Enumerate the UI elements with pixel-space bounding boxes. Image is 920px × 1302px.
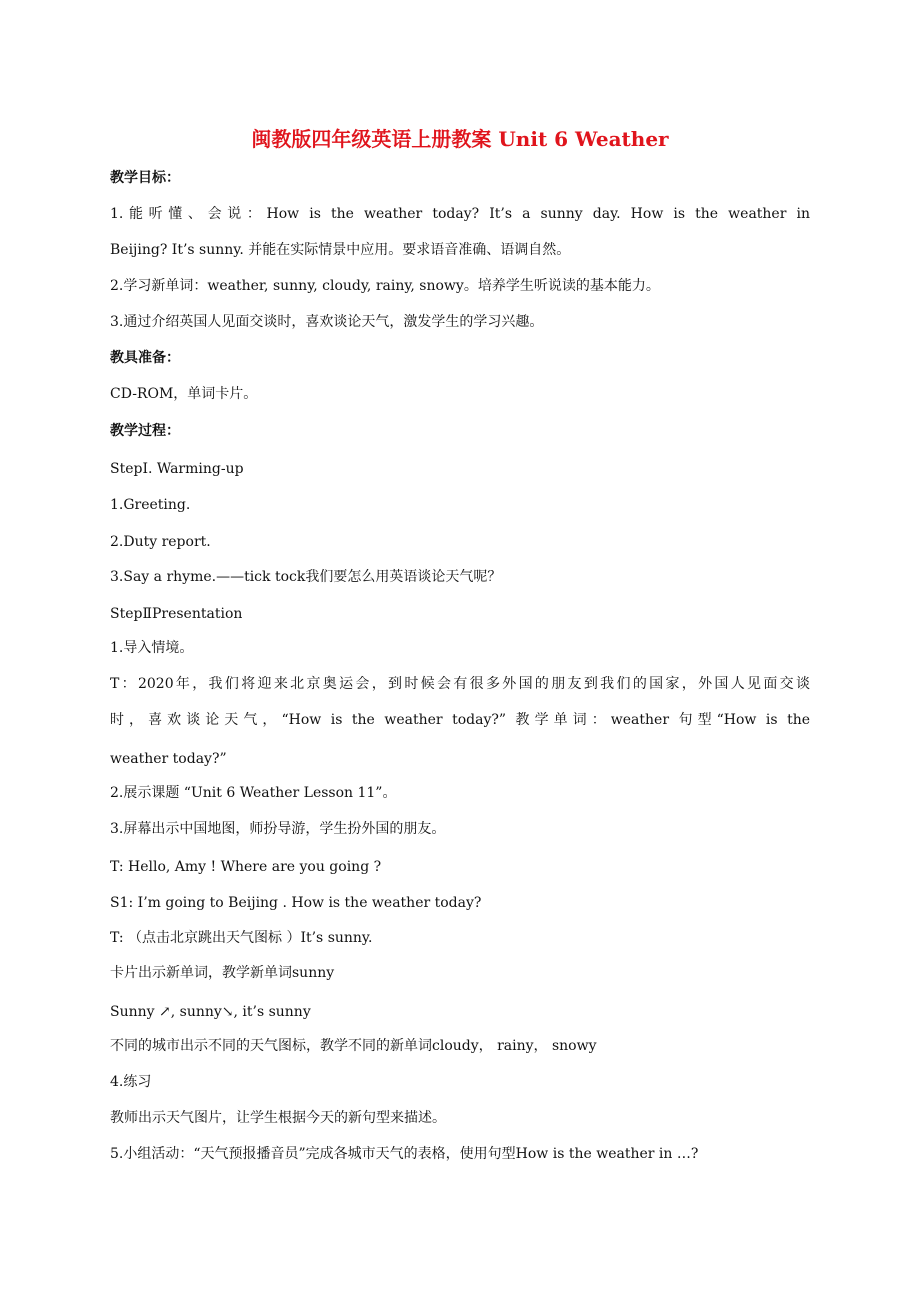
paragraph-line: 卡片出示新单词，教学新单词sunny: [110, 965, 335, 981]
paragraph-line: Beijing? It’s sunny. 并能在实际情景中应用。要求语音准确、语调自然。: [110, 242, 571, 258]
paragraph-line: 2.Duty report.: [110, 534, 211, 550]
paragraph-line: 4.练习: [110, 1074, 152, 1090]
paragraph-line: 2.学习新单词：weather, sunny, cloudy, rainy, snowy。培养学生听说读的基本能力。: [110, 278, 660, 294]
paragraph-line: 1.导入情境。: [110, 640, 194, 656]
paragraph-line: 时，喜欢谈论天气，“How is the weather today?” 教学单词：weather 句型“How is the: [110, 712, 810, 728]
paragraph-line: 3.屏幕出示中国地图，师扮导游，学生扮外国的朋友。: [110, 821, 446, 837]
paragraph-line: 2.展示课题 “Unit 6 Weather Lesson 11”。: [110, 785, 397, 801]
paragraph-line: 1.能听懂、会说：How is the weather today? It’s a sunny day. How is the weather in: [110, 206, 810, 222]
paragraph-line: S1: I’m going to Beijing . How is the weather today?: [110, 895, 482, 911]
paragraph-line: weather today?”: [110, 751, 227, 767]
section-heading: 教学目标：: [110, 170, 180, 186]
section-heading: 教具准备：: [110, 350, 180, 366]
paragraph-line: StepⅠ. Warming-up: [110, 461, 244, 477]
section-heading: 教学过程：: [110, 423, 180, 439]
paragraph-line: T: （点击北京跳出天气图标 ）It’s sunny.: [110, 930, 373, 946]
paragraph-line: T: Hello, Amy ! Where are you going ?: [110, 859, 382, 875]
paragraph-line: 5.小组活动：“天气预报播音员”完成各城市天气的表格，使用句型How is the weather in …?: [110, 1146, 699, 1162]
paragraph-line: 不同的城市出示不同的天气图标，教学不同的新单词cloudy， rainy， snowy: [110, 1038, 597, 1054]
paragraph-line: StepⅡPresentation: [110, 606, 243, 622]
paragraph-line: T：2020年，我们将迎来北京奥运会，到时候会有很多外国的朋友到我们的国家，外国人见面交谈: [110, 676, 810, 692]
paragraph-line: 教师出示天气图片，让学生根据今天的新句型来描述。: [110, 1110, 446, 1126]
paragraph-line: 3.通过介绍英国人见面交谈时，喜欢谈论天气，激发学生的学习兴趣。: [110, 314, 544, 330]
paragraph-line: Sunny ↗, sunny↘, it’s sunny: [110, 1004, 311, 1020]
paragraph-line: 1.Greeting.: [110, 497, 191, 513]
paragraph-line: 3.Say a rhyme.——tick tock我们要怎么用英语谈论天气呢？: [110, 569, 502, 585]
paragraph-line: CD-ROM，单词卡片。: [110, 386, 258, 402]
document-title: 闽教版四年级英语上册教案 Unit 6 Weather: [251, 127, 669, 151]
